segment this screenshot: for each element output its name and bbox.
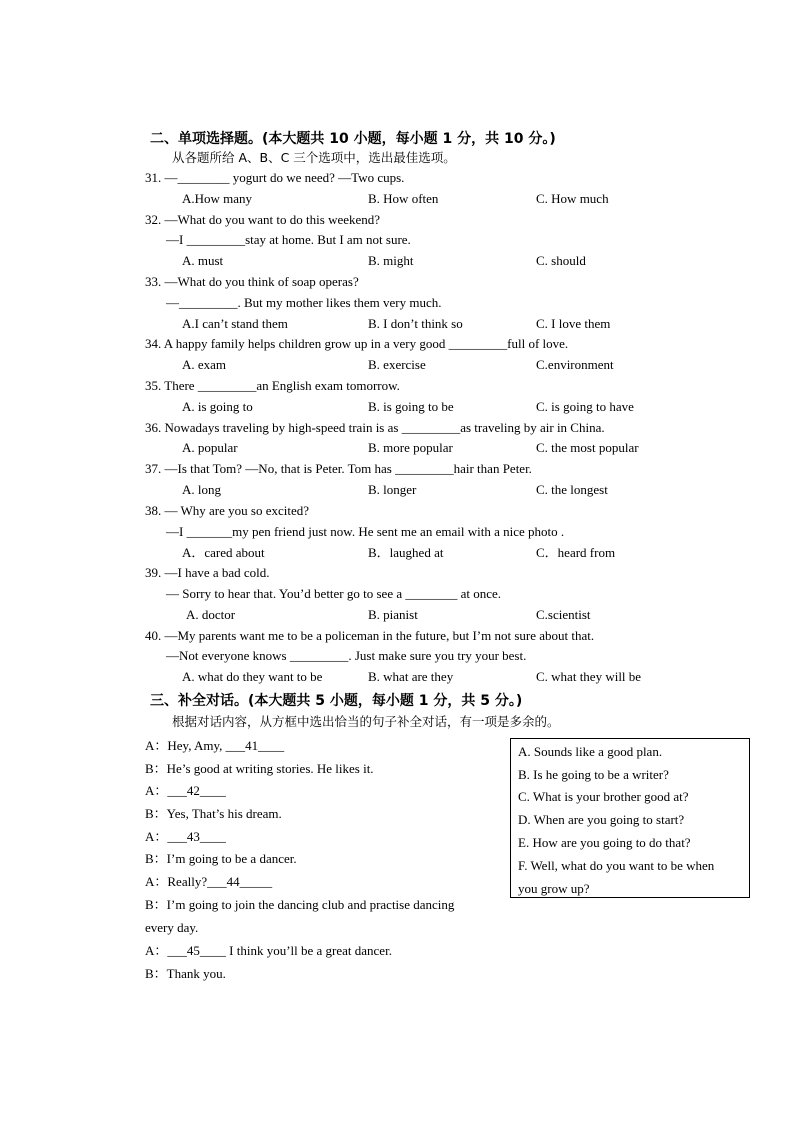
dialogue-speaker: A： (145, 943, 168, 958)
section-title: 二、单项选择题。(本大题共 10 小题，每小题 1 分，共 10 分。) (150, 131, 556, 147)
dialogue-line (145, 966, 226, 982)
dialogue-line (145, 783, 226, 799)
option-a: A．cared about (182, 545, 265, 560)
question-stem: 40. —My parents want me to be a policeman in the future, but I’m not sure about that. (145, 628, 595, 643)
choice-item: C. What is your brother good at? (518, 789, 689, 804)
dialogue-text: Yes, That’s his dream. (166, 806, 282, 821)
section-instruction: 从各题所给 A、B、C 三个选项中，选出最佳选项。 (172, 150, 456, 165)
question-stem-line2: —I _________stay at home. But I am not sure. (166, 232, 411, 247)
option-b: B. I don’t think so (368, 316, 463, 331)
question-stem: 36. Nowadays traveling by high-speed train is as _________as traveling by air in China. (145, 420, 605, 435)
question-stem-line2: —I _______my pen friend just now. He sent me an email with a nice photo . (166, 524, 565, 539)
question-stem: 32. —What do you want to do this weekend? (145, 212, 381, 227)
option-a: A. what do they want to be (182, 669, 323, 684)
option-b: B．laughed at (368, 545, 444, 560)
option-b: B. more popular (368, 440, 453, 455)
option-a: A.How many (182, 191, 253, 206)
section-title: 三、补全对话。(本大题共 5 小题，每小题 1 分，共 5 分。) (150, 693, 523, 709)
dialogue-speaker: B： (145, 761, 167, 776)
option-b: B. How often (368, 191, 439, 206)
dialogue-speaker: B： (145, 897, 167, 912)
dialogue-speaker: B： (145, 806, 167, 821)
option-a: A. exam (182, 357, 227, 372)
option-a: A. is going to (182, 399, 253, 414)
option-b: B. what are they (368, 669, 454, 684)
dialogue-line (145, 897, 454, 913)
question-stem-line2: — Sorry to hear that. You’d better go to see a ________ at once. (166, 586, 502, 601)
dialogue-speaker: A： (145, 874, 168, 889)
question-stem: 38. — Why are you so excited? (145, 503, 310, 518)
option-c: C. what they will be (536, 669, 642, 684)
dialogue-text: Really? (167, 874, 208, 889)
choice-item-continued: you grow up? (518, 881, 590, 896)
dialogue-text: Thank you. (166, 966, 226, 981)
dialogue-speaker: B： (145, 966, 167, 981)
dialogue-text: He’s good at writing stories. He likes it. (166, 761, 374, 776)
dialogue-speaker: B： (145, 851, 167, 866)
dialogue-text: I think you’ll be a great dancer. (225, 943, 392, 958)
option-c: C．heard from (536, 545, 616, 560)
dialogue-blank: ___43____ (167, 829, 226, 844)
section-instruction: 根据对话内容，从方框中选出恰当的句子补全对话，有一项是多余的。 (172, 714, 560, 729)
dialogue-line (145, 761, 374, 777)
dialogue-line (145, 806, 282, 822)
option-c: C.scientist (536, 607, 591, 622)
question-stem: 34. A happy family helps children grow up in a very good _________full of love. (145, 336, 569, 351)
question-stem-line2: —_________. But my mother likes them very much. (166, 295, 442, 310)
option-c: C. is going to have (536, 399, 634, 414)
option-c: C. the most popular (536, 440, 639, 455)
option-a: A.I can’t stand them (182, 316, 288, 331)
option-a: A. long (182, 482, 221, 497)
option-c: C. I love them (536, 316, 611, 331)
option-c: C. How much (536, 191, 609, 206)
option-a: A. popular (182, 440, 238, 455)
dialogue-text: I’m going to be a dancer. (166, 851, 297, 866)
dialogue-line (145, 920, 198, 936)
choices-box (510, 738, 750, 898)
option-c: C. should (536, 253, 586, 268)
option-b: B. longer (368, 482, 417, 497)
question-stem-line2: —Not everyone knows _________. Just make sure you try your best. (166, 648, 527, 663)
dialogue-speaker: A： (145, 829, 168, 844)
dialogue-line (145, 829, 226, 845)
dialogue-blank: ___44_____ (207, 874, 273, 889)
option-a: A. must (182, 253, 224, 268)
dialogue-speaker: A： (145, 783, 168, 798)
option-c: C. the longest (536, 482, 608, 497)
option-b: B. exercise (368, 357, 426, 372)
dialogue-line (145, 851, 297, 867)
choice-item: F. Well, what do you want to be when (518, 858, 715, 873)
dialogue-blank: ___45____ (167, 943, 226, 958)
dialogue-text: every day. (145, 920, 199, 935)
dialogue-line (145, 874, 272, 890)
option-b: B. might (368, 253, 414, 268)
dialogue-speaker: A： (145, 738, 168, 753)
question-stem: 35. There _________an English exam tomorrow. (145, 378, 400, 393)
option-b: B. pianist (368, 607, 418, 622)
option-b: B. is going to be (368, 399, 454, 414)
question-stem: 33. —What do you think of soap operas? (145, 274, 359, 289)
choice-item: A. Sounds like a good plan. (518, 744, 663, 759)
dialogue-text: Hey, Amy, (167, 738, 226, 753)
question-stem: 31. —________ yogurt do we need? —Two cups. (145, 170, 405, 185)
choice-item: E. How are you going to do that? (518, 835, 691, 850)
dialogue-blank: ___41____ (225, 738, 285, 753)
dialogue-line (145, 943, 392, 959)
question-stem: 39. —I have a bad cold. (145, 565, 270, 580)
option-a: A. doctor (186, 607, 236, 622)
question-stem: 37. —Is that Tom? —No, that is Peter. Tom has _________hair than Peter. (145, 461, 532, 476)
dialogue-line (145, 738, 284, 754)
choice-item: B. Is he going to be a writer? (518, 767, 669, 782)
choice-item: D. When are you going to start? (518, 812, 685, 827)
option-c: C.environment (536, 357, 614, 372)
dialogue-blank: ___42____ (167, 783, 226, 798)
dialogue-text: I’m going to join the dancing club and practise dancing (166, 897, 455, 912)
